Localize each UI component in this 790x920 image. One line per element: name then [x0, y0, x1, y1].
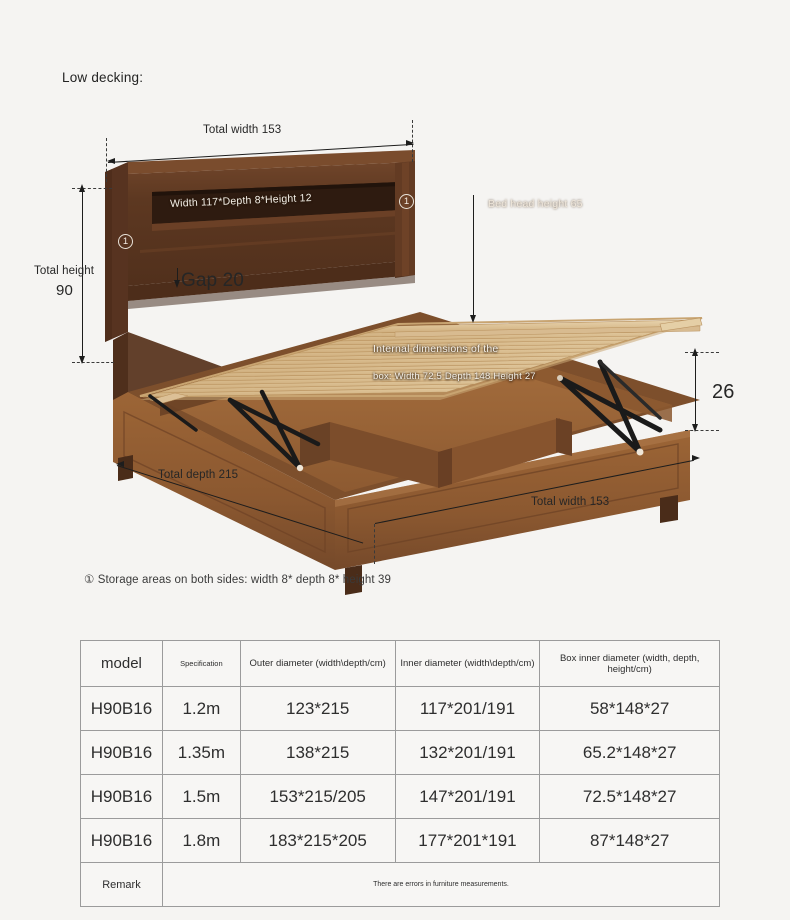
- header-box-inner-diameter: Box inner diameter (width, depth, height/cm): [540, 641, 720, 687]
- cell-box: 72.5*148*27: [540, 775, 720, 819]
- arrow-left-total-width-top: [107, 158, 115, 164]
- label-total-depth: Total depth 215: [158, 469, 239, 481]
- cell-box: 87*148*27: [540, 819, 720, 863]
- header-specification: Specification: [162, 641, 240, 687]
- cell-inner: 117*201/191: [395, 687, 540, 731]
- label-base-height: 26: [712, 381, 735, 403]
- table-row: [81, 687, 720, 731]
- cell-outer: 138*215: [240, 731, 395, 775]
- dim-rule-gap: [177, 268, 178, 284]
- label-headboard-niche: Width 117*Depth 8*Height 12: [169, 192, 312, 210]
- header-model: model: [81, 641, 163, 687]
- cell-spec: 1.8m: [162, 819, 240, 863]
- label-internal-dimensions-line1: Internal dimensions of the: [373, 343, 499, 355]
- header-outer-diameter: Outer diameter (width\depth/cm): [240, 641, 395, 687]
- cell-model: H90B16: [81, 775, 163, 819]
- dim-rule-bed-head-height: [473, 195, 474, 320]
- label-total-width-top: Total width 153: [203, 124, 282, 136]
- table-row: [81, 775, 720, 819]
- cell-model: H90B16: [81, 687, 163, 731]
- specifications-table: [80, 640, 720, 907]
- cell-remark-label: Remark: [81, 863, 163, 907]
- dim-rule-26: [695, 354, 696, 428]
- ext-line-bottom-center: [374, 524, 375, 564]
- cell-outer: 153*215/205: [240, 775, 395, 819]
- table-row: [81, 819, 720, 863]
- storage-footnote: ① Storage areas on both sides: width 8* depth 8* height 39: [84, 574, 392, 586]
- page-title: Low decking:: [62, 70, 144, 85]
- label-bed-head-height: Bed head height 65: [488, 198, 583, 210]
- cell-spec: 1.5m: [162, 775, 240, 819]
- ext-line-26-bottom: [685, 430, 719, 431]
- cell-box: 58*148*27: [540, 687, 720, 731]
- cell-outer: 183*215*205: [240, 819, 395, 863]
- cell-outer: 123*215: [240, 687, 395, 731]
- bed-diagram: [0, 100, 790, 600]
- arrow-up-26: [692, 348, 698, 356]
- arrow-left-total-depth: [116, 461, 124, 467]
- cell-spec: 1.2m: [162, 687, 240, 731]
- arrow-down-bed-head-height: [470, 315, 476, 323]
- table-remark-row: [81, 863, 720, 907]
- arrow-down-26: [692, 424, 698, 432]
- cell-inner: 132*201/191: [395, 731, 540, 775]
- arrow-right-total-width-bottom: [692, 455, 700, 461]
- header-inner-diameter: Inner diameter (width\depth/cm): [395, 641, 540, 687]
- cell-spec: 1.35m: [162, 731, 240, 775]
- label-total-height: Total height: [34, 265, 95, 277]
- cell-remark-text: There are errors in furniture measurements.: [162, 863, 719, 907]
- table-row: [81, 731, 720, 775]
- cell-inner: 177*201*191: [395, 819, 540, 863]
- cell-inner: 147*201/191: [395, 775, 540, 819]
- label-total-width-bottom: Total width 153: [531, 496, 610, 508]
- cell-model: H90B16: [81, 731, 163, 775]
- marker-storage-right: 1: [399, 194, 414, 209]
- arrow-up-total-height: [79, 184, 85, 192]
- value-total-height: 90: [56, 282, 73, 299]
- cell-box: 65.2*148*27: [540, 731, 720, 775]
- arrow-down-total-height: [79, 356, 85, 364]
- label-internal-dimensions-line2: box: Width 72.5 Depth 148 Height 27: [373, 371, 536, 382]
- marker-storage-left: 1: [118, 234, 133, 249]
- cell-model: H90B16: [81, 819, 163, 863]
- arrow-right-total-width-top: [406, 140, 414, 146]
- label-gap: Gap 20: [181, 270, 244, 291]
- ext-line-26-top: [685, 352, 719, 353]
- table-header-row: [81, 641, 720, 687]
- ext-line-height-top: [72, 188, 112, 189]
